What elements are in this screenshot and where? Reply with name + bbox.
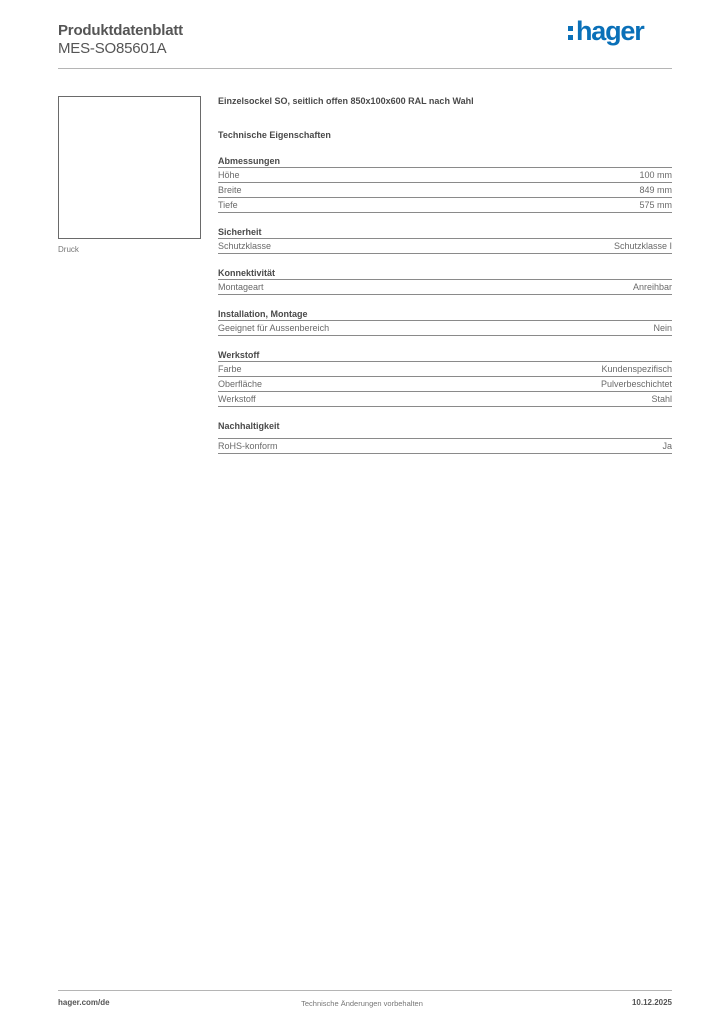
property-row bbox=[218, 392, 672, 407]
property-value: 100 mm bbox=[639, 170, 672, 180]
section-title: Werkstoff bbox=[218, 350, 672, 362]
property-value: 849 mm bbox=[639, 185, 672, 195]
property-value: Stahl bbox=[651, 394, 672, 404]
property-value: Schutzklasse I bbox=[613, 241, 672, 251]
property-row bbox=[218, 439, 672, 454]
property-label: Schutzklasse bbox=[218, 241, 272, 251]
product-name: Einzelsockel SO, seitlich offen 850x100x600 RAL nach Wahl bbox=[218, 96, 474, 106]
property-value: Nein bbox=[653, 323, 672, 333]
property-row bbox=[218, 239, 672, 254]
property-row bbox=[218, 183, 672, 198]
property-label: RoHS-konform bbox=[218, 441, 278, 451]
property-label: Werkstoff bbox=[218, 394, 256, 404]
section-werkstoff bbox=[218, 350, 672, 407]
section-konnektivitaet bbox=[218, 268, 672, 295]
property-label: Montageart bbox=[218, 282, 264, 292]
property-row bbox=[218, 280, 672, 295]
section-title: Konnektivität bbox=[218, 268, 672, 280]
technical-properties-heading: Technische Eigenschaften bbox=[218, 130, 331, 140]
section-nachhaltigkeit bbox=[218, 421, 672, 454]
property-value: Pulverbeschichtet bbox=[600, 379, 672, 389]
property-label: Farbe bbox=[218, 364, 242, 374]
property-label: Höhe bbox=[218, 170, 240, 180]
property-label: Oberfläche bbox=[218, 379, 263, 389]
footer-divider bbox=[58, 990, 672, 991]
property-value: Ja bbox=[662, 441, 672, 451]
section-title: Installation, Montage bbox=[218, 309, 672, 321]
footer-website: hager.com/de bbox=[58, 998, 110, 1007]
section-installation-montage bbox=[218, 309, 672, 336]
hager-logo bbox=[568, 16, 644, 46]
product-details bbox=[218, 96, 672, 454]
property-row bbox=[218, 198, 672, 213]
footer-disclaimer: Technische Änderungen vorbehalten bbox=[301, 999, 423, 1008]
image-caption: Druck bbox=[58, 245, 79, 254]
property-label: Tiefe bbox=[218, 200, 238, 210]
property-row bbox=[218, 362, 672, 377]
logo-text: hager bbox=[576, 16, 644, 46]
product-code: MES-SO85601A bbox=[58, 40, 167, 57]
document-title: Produktdatenblatt bbox=[58, 22, 183, 39]
header-divider bbox=[58, 68, 672, 69]
property-value: 575 mm bbox=[639, 200, 672, 210]
property-label: Breite bbox=[218, 185, 242, 195]
property-row bbox=[218, 321, 672, 336]
section-abmessungen bbox=[218, 156, 672, 213]
property-row bbox=[218, 168, 672, 183]
property-row bbox=[218, 377, 672, 392]
section-title: Sicherheit bbox=[218, 227, 672, 239]
property-value: Anreihbar bbox=[632, 282, 672, 292]
property-label: Geeignet für Aussenbereich bbox=[218, 323, 330, 333]
footer-date: 10.12.2025 bbox=[631, 998, 672, 1007]
property-value: Kundenspezifisch bbox=[601, 364, 672, 374]
logo-dots-icon bbox=[568, 26, 573, 40]
section-title: Abmessungen bbox=[218, 156, 672, 168]
section-sicherheit bbox=[218, 227, 672, 254]
product-image-placeholder bbox=[58, 96, 201, 239]
section-title: Nachhaltigkeit bbox=[218, 421, 672, 439]
